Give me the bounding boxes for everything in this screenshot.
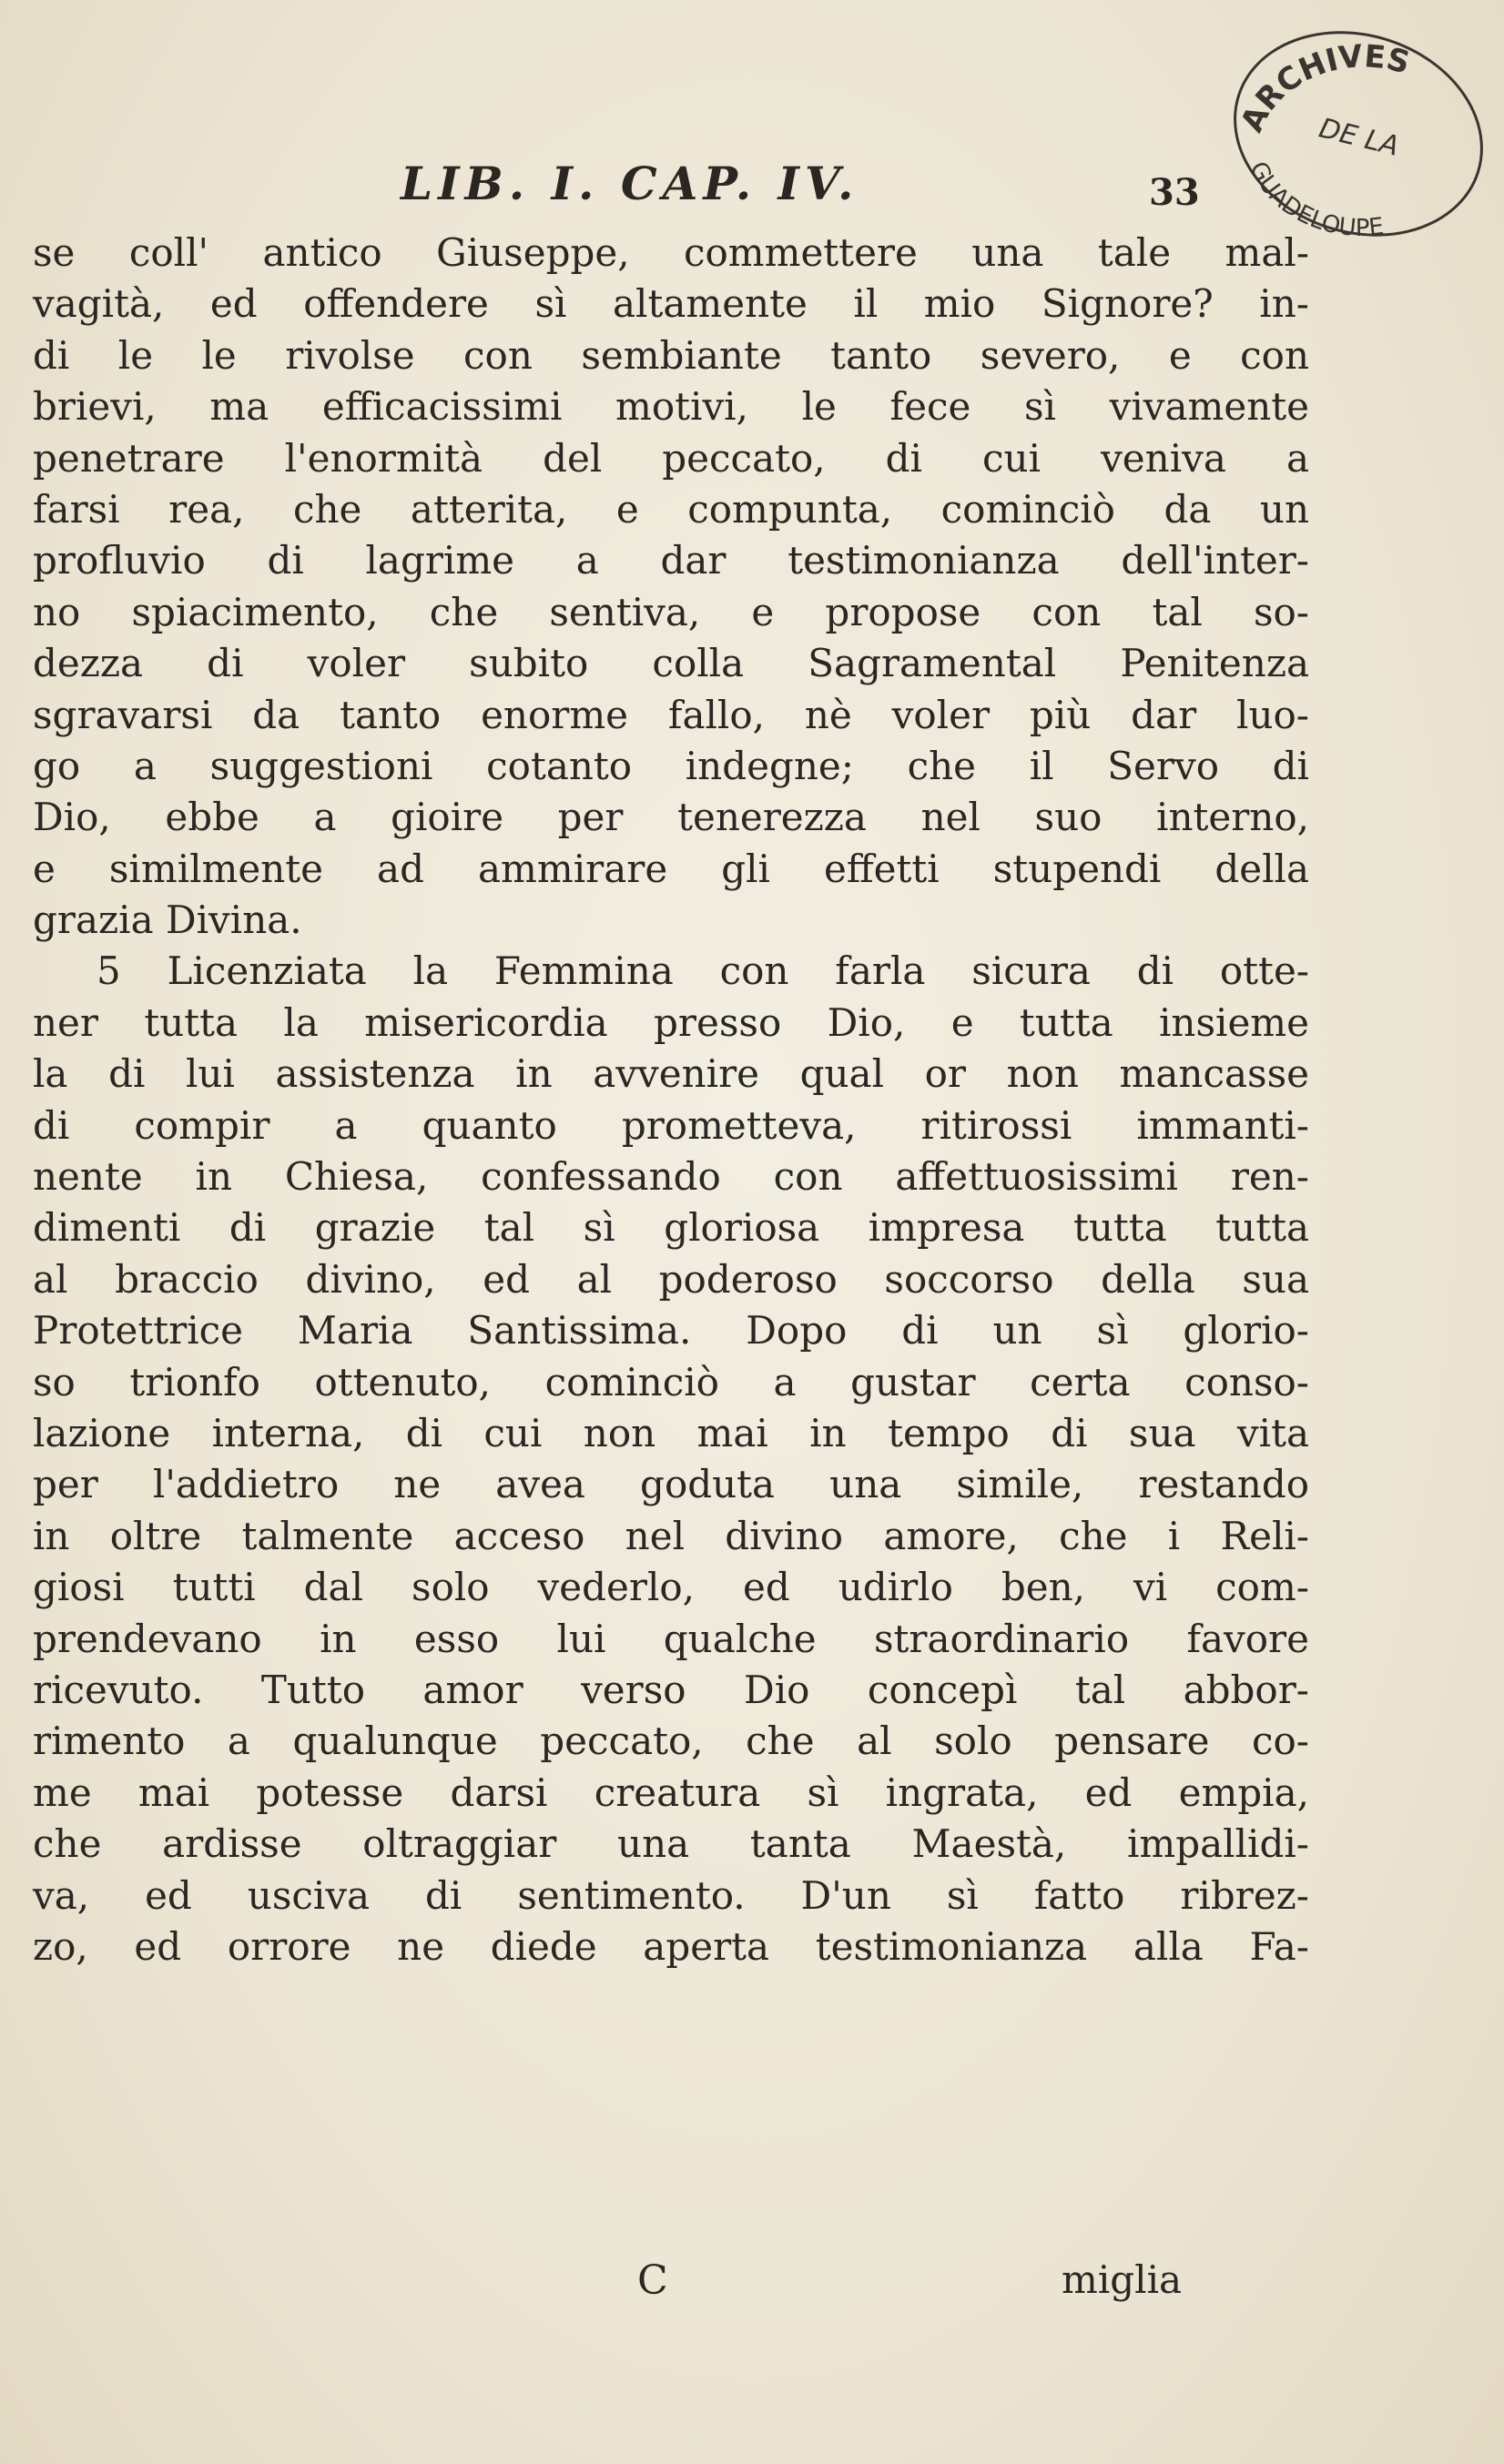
text-line: so trionfo ottenuto, cominciò a gustar certa conso-: [33, 1359, 1309, 1404]
text-line: sgravarsi da tanto enorme fallo, nè voler più dar luo-: [33, 692, 1309, 737]
signature-mark: C: [637, 2257, 668, 2304]
stamp-bottom-text: GUADELOUPE: [1244, 157, 1386, 243]
text-line: in oltre talmente acceso nel divino amore, che i Reli-: [33, 1513, 1309, 1558]
text-line: giosi tutti dal solo vederlo, ed udirlo ben, vi com-: [33, 1565, 1309, 1610]
text-line: e similmente ad ammirare gli effetti stupendi della: [33, 846, 1309, 891]
text-line: di le le rivolse con sembiante tanto severo, e con: [33, 332, 1309, 378]
paragraph-start-line: 5 Licenziata la Femmina con farla sicura di otte-: [97, 948, 1309, 994]
body-text: [33, 228, 1309, 1972]
text-line: zo, ed orrore ne diede aperta testimonianza alla Fa-: [33, 1923, 1309, 1969]
text-line: Dio, ebbe a gioire per tenerezza nel suo interno,: [33, 795, 1309, 840]
archive-stamp-seal: [1220, 20, 1489, 246]
text-line: prendevano in esso lui qualche straordinario favore: [33, 1616, 1309, 1661]
text-line: la di lui assistenza in avvenire qual or non mancasse: [33, 1051, 1309, 1097]
text-line: lazione interna, di cui non mai in tempo di sua vita: [33, 1410, 1309, 1455]
catchword: miglia: [1062, 2257, 1183, 2302]
text-line: rimento a qualunque peccato, che al solo pensare co-: [33, 1719, 1309, 1764]
text-line: ner tutta la misericordia presso Dio, e tutta insieme: [33, 999, 1309, 1045]
text-line: ricevuto. Tutto amor verso Dio concepì tal abbor-: [33, 1667, 1309, 1712]
text-line: se coll' antico Giuseppe, commettere una tale mal-: [33, 230, 1309, 275]
stamp-top-text: ARCHIVES: [1234, 37, 1414, 138]
text-line: al braccio divino, ed al poderoso soccorso della sua: [33, 1256, 1309, 1302]
text-line: Protettrice Maria Santissima. Dopo di un sì glorio-: [33, 1308, 1309, 1354]
running-head: LIB. I. CAP. IV.: [401, 157, 859, 210]
text-line: no spiacimento, che sentiva, e propose con tal so-: [33, 589, 1309, 634]
text-line: profluvio di lagrime a dar testimonianza dell'inter-: [33, 538, 1309, 583]
text-line: me mai potesse darsi creatura sì ingrata, ed empia,: [33, 1769, 1309, 1815]
page-number: 33: [1149, 171, 1200, 214]
text-line: farsi rea, che atterita, e compunta, cominciò da un: [33, 486, 1309, 532]
text-line: per l'addietro ne avea goduta una simile, restando: [33, 1462, 1309, 1507]
text-line: nente in Chiesa, confessando con affettuosissimi ren-: [33, 1154, 1309, 1200]
text-line: vagità, ed offendere sì altamente il mio Signore? in-: [33, 281, 1309, 327]
paragraph-end-line: grazia Divina.: [33, 897, 302, 943]
text-line: go a suggestioni cotanto indegne; che il Servo di: [33, 743, 1309, 788]
text-line: che ardisse oltraggiar una tanta Maestà, impallidi-: [33, 1821, 1309, 1867]
archive-stamp: [1220, 20, 1489, 246]
text-line: va, ed usciva di sentimento. D'un sì fatto ribrez-: [33, 1872, 1309, 1918]
text-line: di compir a quanto prometteva, ritirossi immanti-: [33, 1102, 1309, 1148]
text-line: brievi, ma efficacissimi motivi, le fece sì vivamente: [33, 384, 1309, 430]
text-line: penetrare l'enormità del peccato, di cui veniva a: [33, 435, 1309, 481]
text-line: dezza di voler subito colla Sagramental Penitenza: [33, 641, 1309, 686]
stamp-middle-text: DE LA: [1316, 112, 1403, 163]
text-line: dimenti di grazie tal sì gloriosa impresa tutta tutta: [33, 1205, 1309, 1251]
